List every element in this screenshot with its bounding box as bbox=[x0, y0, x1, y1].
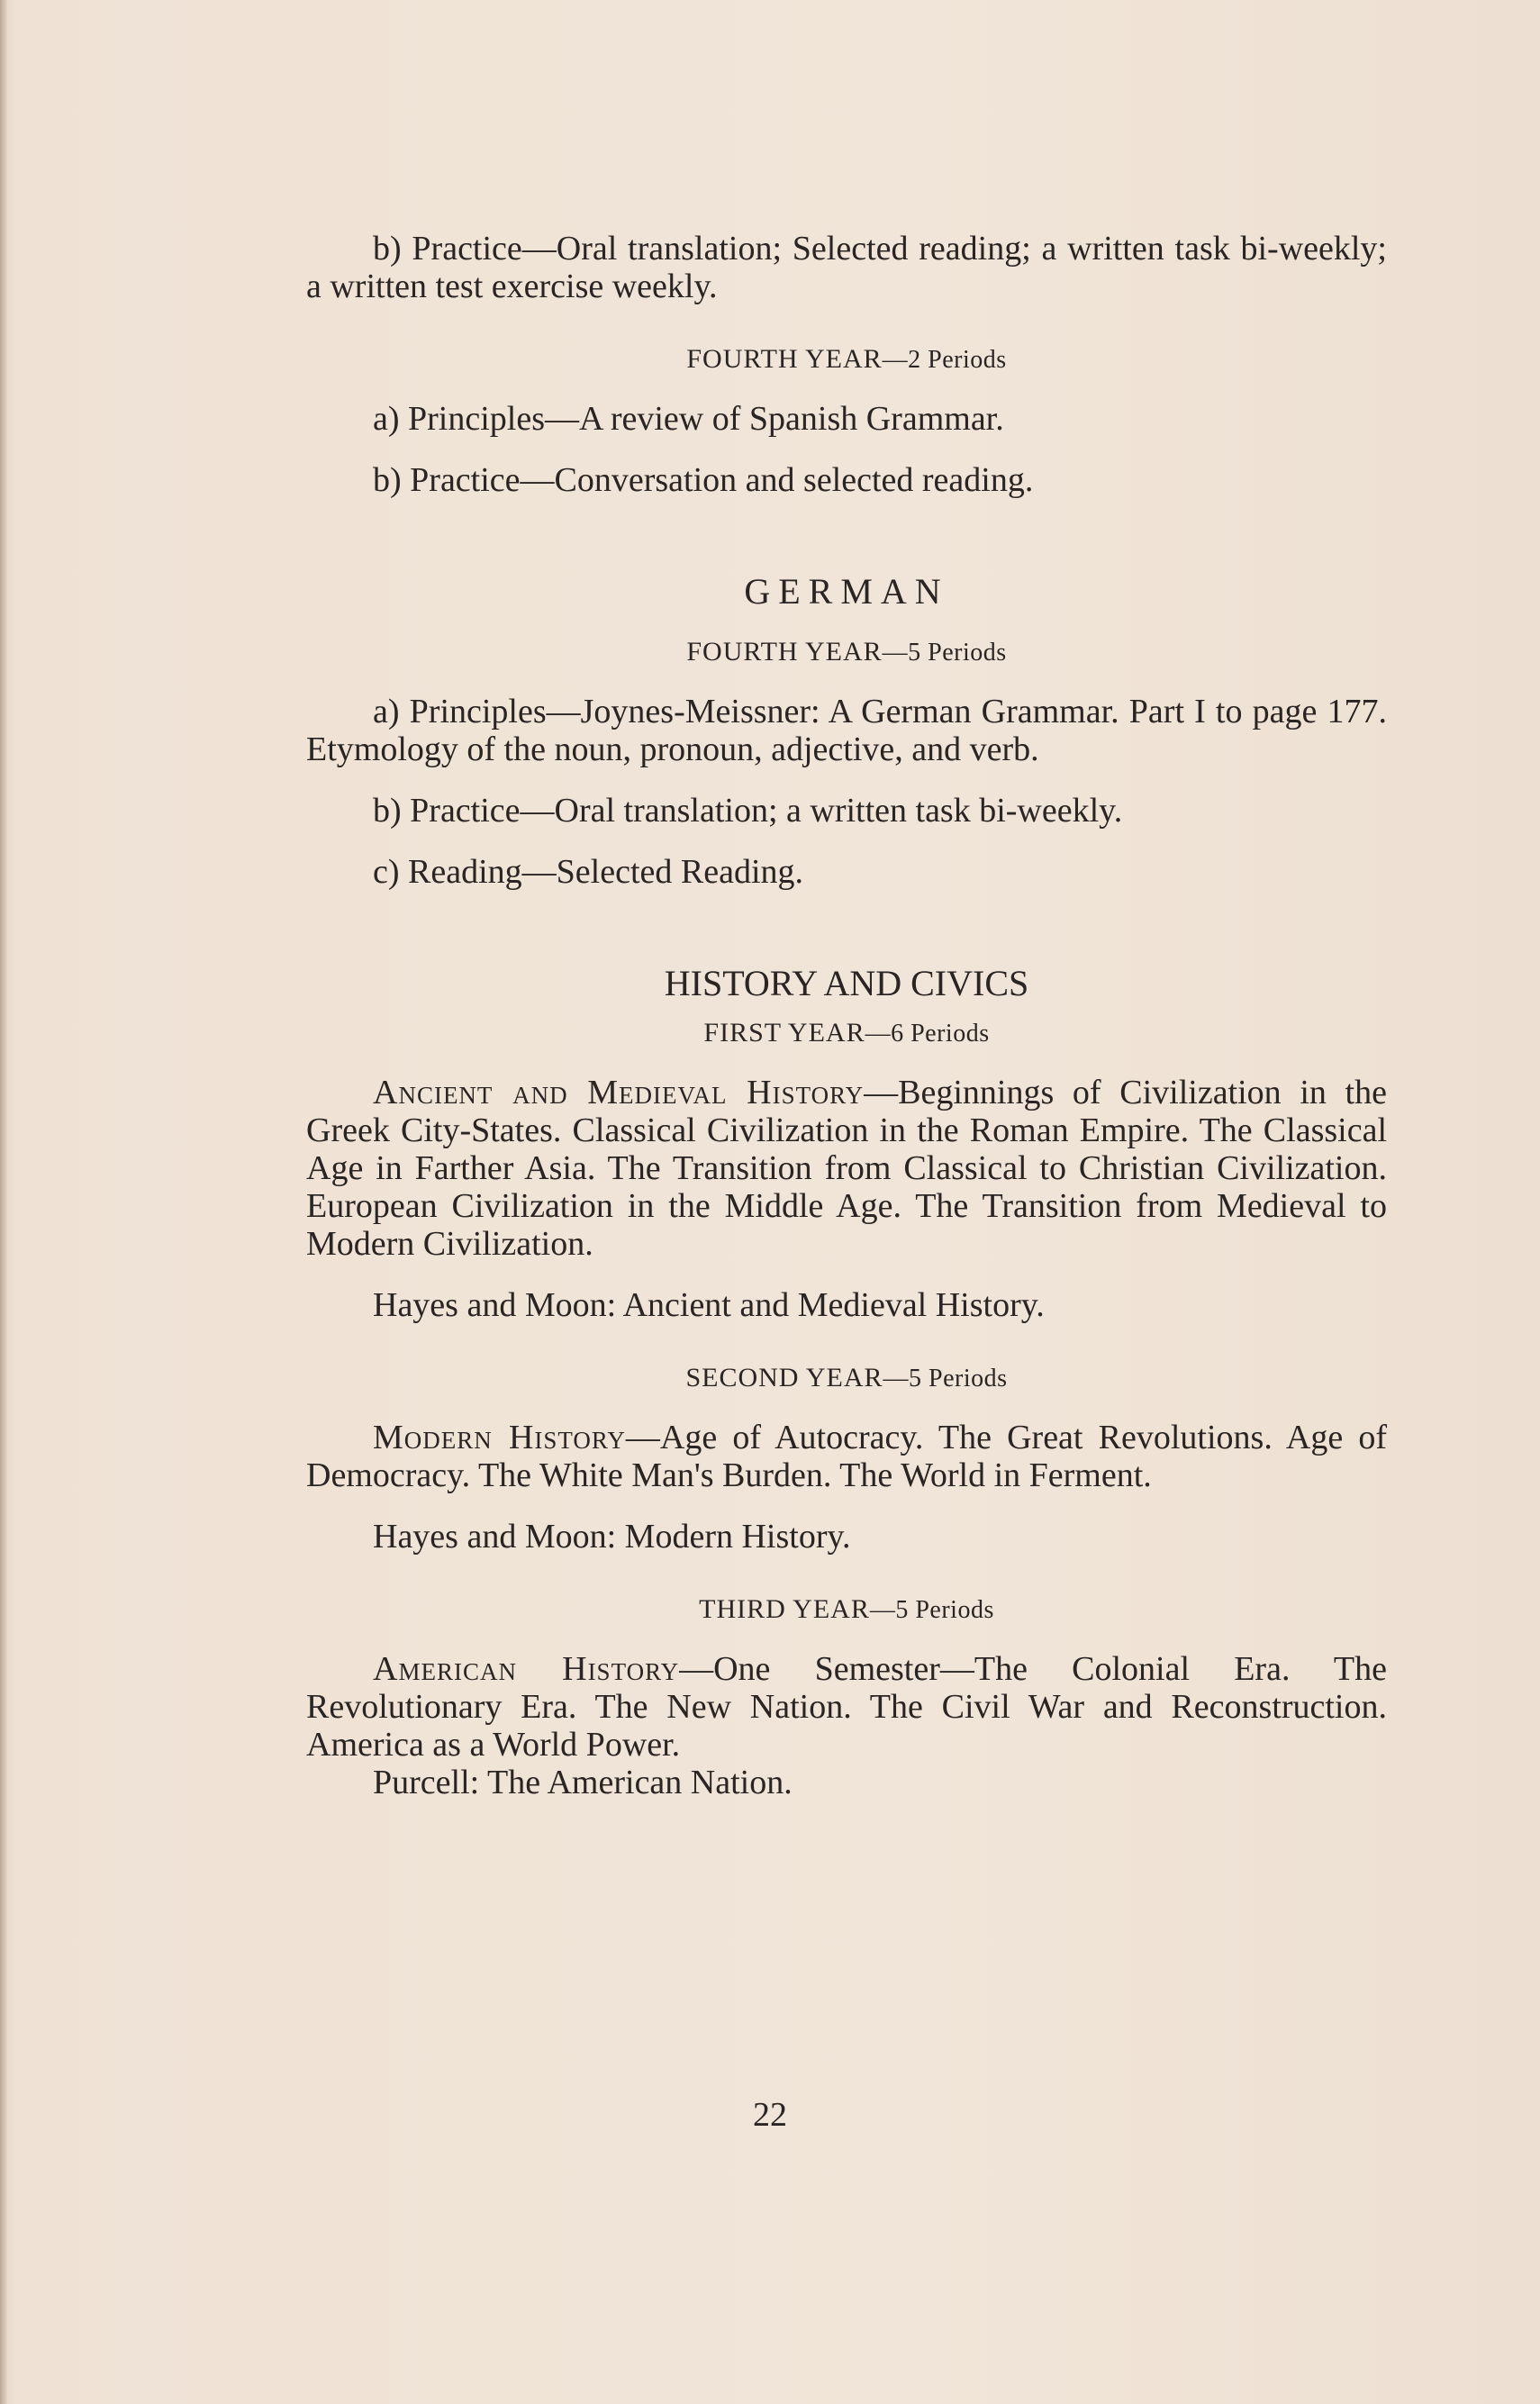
american-history-title: American History bbox=[373, 1650, 680, 1688]
practice-label: b) Practice bbox=[373, 230, 522, 268]
history-heading: HISTORY AND CIVICS bbox=[664, 963, 1029, 1003]
practice-text: —Oral translation; Selected reading; a written task bi-weekly; a written test exercise weekly. bbox=[306, 230, 1387, 305]
page-number: 22 bbox=[753, 2096, 787, 2134]
spanish-practice-paragraph bbox=[306, 230, 1387, 305]
german-practice-item: b) Practice—Oral translation; a written task bi-weekly. bbox=[373, 792, 1123, 830]
german-heading: GERMAN bbox=[744, 571, 949, 612]
third-year-subheading: THIRD YEAR—5 Periods bbox=[699, 1594, 994, 1624]
german-reading-item: c) Reading—Selected Reading. bbox=[373, 853, 804, 891]
german-fourth-year-subheading: FOURTH YEAR—5 Periods bbox=[686, 637, 1007, 667]
american-history-paragraph: American History—One Semester—The Colonial Era. The Revolutionary Era. The New Nation. The Civil War and Reconstruction. America as a World Power. bbox=[306, 1650, 1388, 1764]
text-column bbox=[306, 230, 1387, 1801]
first-year-subheading: FIRST YEAR—6 Periods bbox=[703, 1018, 990, 1048]
second-year-subheading: SECOND YEAR—5 Periods bbox=[685, 1363, 1008, 1393]
spanish-practice-item: b) Practice—Conversation and selected reading. bbox=[373, 461, 1034, 499]
american-history-textbook: Purcell: The American Nation. bbox=[373, 1764, 793, 1801]
spanish-principles-item: a) Principles—A review of Spanish Grammar. bbox=[373, 400, 1004, 438]
modern-history-paragraph: Modern History—Age of Autocracy. The Great Revolutions. Age of Democracy. The White Man's Burden. The World in Ferment. bbox=[306, 1419, 1387, 1494]
page-spine-shadow bbox=[0, 0, 7, 2404]
modern-history-textbook: Hayes and Moon: Modern History. bbox=[373, 1518, 851, 1556]
ancient-history-paragraph: Ancient and Medieval History—Beginnings of Civilization in the Greek City-States. Classical Civilization in the Roman Empire. The Classical Age in Farther Asia. The Transition from Classical to Christian Civilization. European Civilization in the Middle Age. The Transition from Medieval to Modern Civilization. bbox=[306, 1074, 1387, 1263]
spanish-fourth-year-subheading: FOURTH YEAR—2 Periods bbox=[686, 344, 1007, 374]
modern-history-title: Modern History bbox=[373, 1419, 626, 1456]
german-principles-paragraph: a) Principles—Joynes-Meissner: A German Grammar. Part I to page 177. Etymology of the noun, pronoun, adjective, and verb. bbox=[306, 693, 1387, 768]
ancient-history-title: Ancient and Medieval History bbox=[373, 1074, 865, 1111]
ancient-history-textbook: Hayes and Moon: Ancient and Medieval History. bbox=[373, 1286, 1045, 1324]
